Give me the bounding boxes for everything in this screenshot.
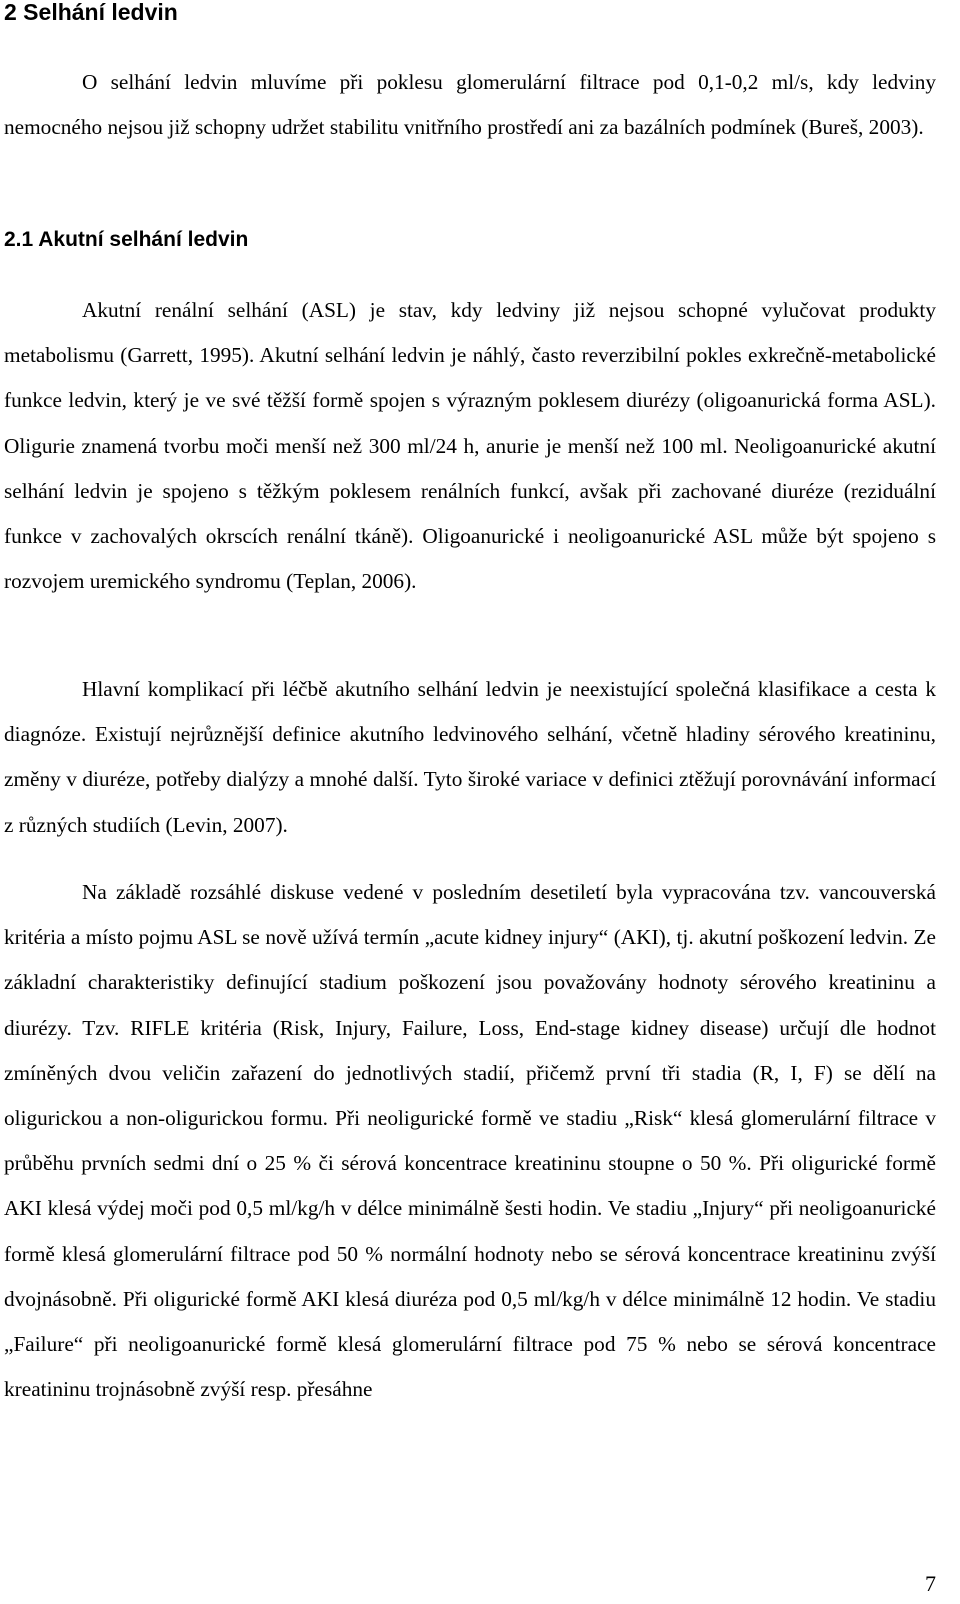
body-paragraph-1: Akutní renální selhání (ASL) je stav, kdy ledviny již nejsou schopné vylučovat produkty metabolismu (Garrett, 1995). Akutní selhání ledvin je náhlý, často reverzibilní pokles exkrečně-metabolické funkce ledvin, který je ve své těžší formě spojen s výrazným poklesem diurézy (oligoanurická forma ASL). Oligurie znamená tvorbu moči menší než 300 ml/24 h, anurie je menší než 100 ml. Neoligoanurické akutní selhání ledvin je spojeno s těžkým poklesem renálních funkcí, avšak při zachované diuréze (reziduální funkce v zachovalých okrscích renální tkáně). Oligoanurické i neoligoanurické ASL může být spojeno s rozvojem uremického syndromu (Teplan, 2006). [4, 298, 936, 594]
body-paragraph-2: Hlavní komplikací při léčbě akutního selhání ledvin je neexistující společná klasifikace a cesta k diagnóze. Existují nejrůznější definice akutního ledvinového selhání, včetně hladiny sérového kreatininu, změny v diuréze, potřeby dialýzy a mnohé další. Tyto široké variace v definici ztěžují porovnávání informací z různých studiích (Levin, 2007). [4, 677, 936, 837]
intro-paragraph: O selhání ledvin mluvíme při poklesu glomerulární filtrace pod 0,1-0,2 ml/s, kdy ledviny nemocného nejsou již schopny udržet stabilitu vnitřního prostředí ani za bazálních podmínek (Bureš, 2003). [4, 70, 936, 140]
page-number: 7 [925, 1571, 936, 1596]
subsection-heading: 2.1 Akutní selhání ledvin [4, 228, 249, 251]
body-paragraph-3: Na základě rozsáhlé diskuse vedené v posledním desetiletí byla vypracována tzv. vancouverská kritéria a místo pojmu ASL se nově užívá termín „acute kidney injury“ (AKI), tj. akutní poškození ledvin. Ze základní charakteristiky definující stadium poškození jsou považovány hodnoty sérového kreatininu a diurézy. Tzv. RIFLE kritéria (Risk, Injury, Failure, Loss, End-stage kidney disease) určují dle hodnot zmíněných dvou veličin zařazení do jednotlivých stadií, přičemž první tři stadia (R, I, F) se dělí na oligurickou a non-oligurickou formu. Při neoligurické formě ve stadiu „Risk“ klesá glomerulární filtrace v průběhu prvních sedmi dní o 25 % či sérová koncentrace kreatininu stoupne o 50 %. Při oligurické formě AKI klesá výdej moči pod 0,5 ml/kg/h v délce minimálně šesti hodin. Ve stadiu „Injury“ při neoligoanurické formě klesá glomerulární filtrace pod 50 % normální hodnoty nebo se sérová koncentrace kreatininu zvýší dvojnásobně. Při oligurické formě AKI klesá diuréza pod 0,5 ml/kg/h v délce minimálně 12 hodin. Ve stadiu „Failure“ při neoligoanurické formě klesá glomerulární filtrace pod 75 % nebo se sérová koncentrace kreatininu trojnásobně zvýší resp. přesáhne [4, 880, 936, 1402]
section-heading: 2 Selhání ledvin [4, 0, 178, 25]
